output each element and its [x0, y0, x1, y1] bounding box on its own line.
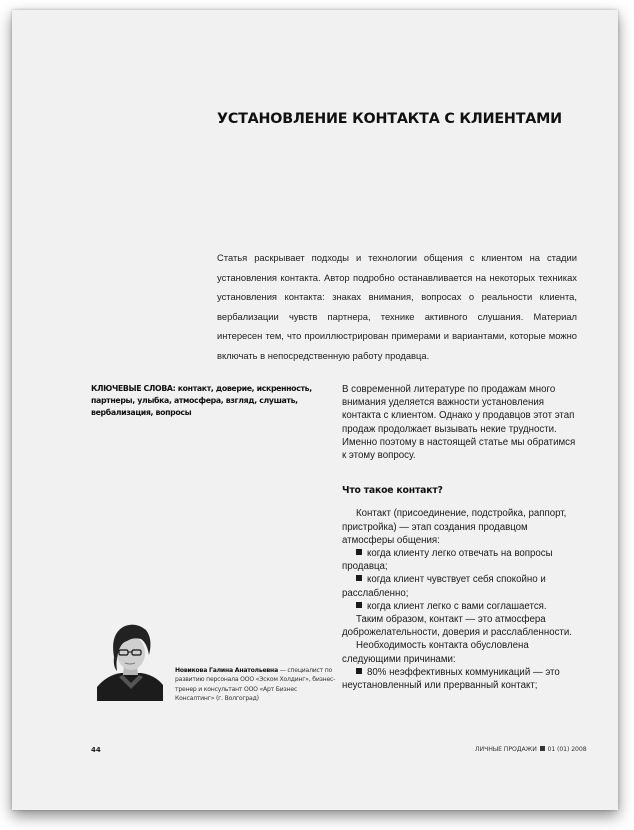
bullet-square-icon: [356, 549, 362, 555]
article-body: [342, 383, 580, 692]
bullet-text: когда клиенту легко отвечать на вопросы продавца;: [342, 548, 553, 573]
article-abstract: Статья раскрывает подходы и технологии общения с клиентом на стадии установления контакта. Автор подробно останавливается на некоторых техниках установления контакта: знаках внимания, вопросах о реальности клиента, вербализации чувств партнера, технике активного слушания. Материал интересен тем, что проиллюстрирован примерами и вариантами, которые можно включать в непосредственную работу продавца.: [217, 252, 577, 361]
bullet-square-icon: [356, 668, 362, 674]
article-title: УСТАНОВЛЕНИЕ КОНТАКТА С КЛИЕНТАМИ: [217, 111, 562, 127]
journal-page: [12, 10, 618, 810]
bullet-square-icon: [356, 602, 362, 608]
author-name: Новикова Галина Анатольевна: [175, 667, 278, 674]
author-bio: — специалист по развитию персонала ООО «Эском Холдинг», бизнес-тренер и консультант ООО «Арт Бизнес Консалтинг» (г. Волгоград): [175, 667, 336, 702]
body-paragraph: Необходимость контакта обусловлена следующими причинами:: [342, 640, 529, 665]
bullet-item: [342, 573, 580, 599]
author-portrait-icon: [97, 617, 163, 701]
body-paragraph: Контакт (присоединение, подстройка, раппорт, пристройка) — этап создания продавцом атмосферы общения:: [342, 508, 567, 546]
author-info: [175, 666, 337, 703]
separator-square-icon: [540, 746, 545, 751]
journal-name: ЛИЧНЫЕ ПРОДАЖИ: [475, 746, 537, 753]
body-paragraph: Таким образом, контакт — это атмосфера доброжелательности, доверия и расслабленности.: [342, 614, 572, 639]
bullet-text: когда клиент легко с вами соглашается.: [367, 600, 547, 612]
keywords: КЛЮЧЕВЫЕ СЛОВА: контакт, доверие, искренность, партнеры, улыбка, атмосфера, взгляд, слушать, вербализация, вопросы: [91, 384, 312, 417]
bullet-item: [342, 600, 580, 613]
journal-footer: [475, 746, 587, 753]
bullet-text: когда клиент чувствует себя спокойно и расслабленно;: [342, 574, 546, 599]
bullet-square-icon: [356, 575, 362, 581]
section-heading: Что такое контакт?: [342, 485, 443, 497]
bullet-item: [342, 666, 580, 692]
intro-paragraph: В современной литературе по продажам много внимания уделяется важности установления контакта с клиентом. Однако у продавцов этот этап продаж продолжает вызывать некие трудности. Именно поэтому в настоящей статье мы обратимся к этому вопросу.: [342, 384, 576, 462]
author-photo: [97, 617, 163, 701]
page-number: 44: [91, 746, 101, 754]
bullet-text: 80% неэффективных коммуникаций — это неустановленный или прерванный контакт;: [342, 666, 560, 692]
issue-number: 01 (01) 2008: [547, 746, 587, 753]
bullet-item: [342, 547, 580, 573]
